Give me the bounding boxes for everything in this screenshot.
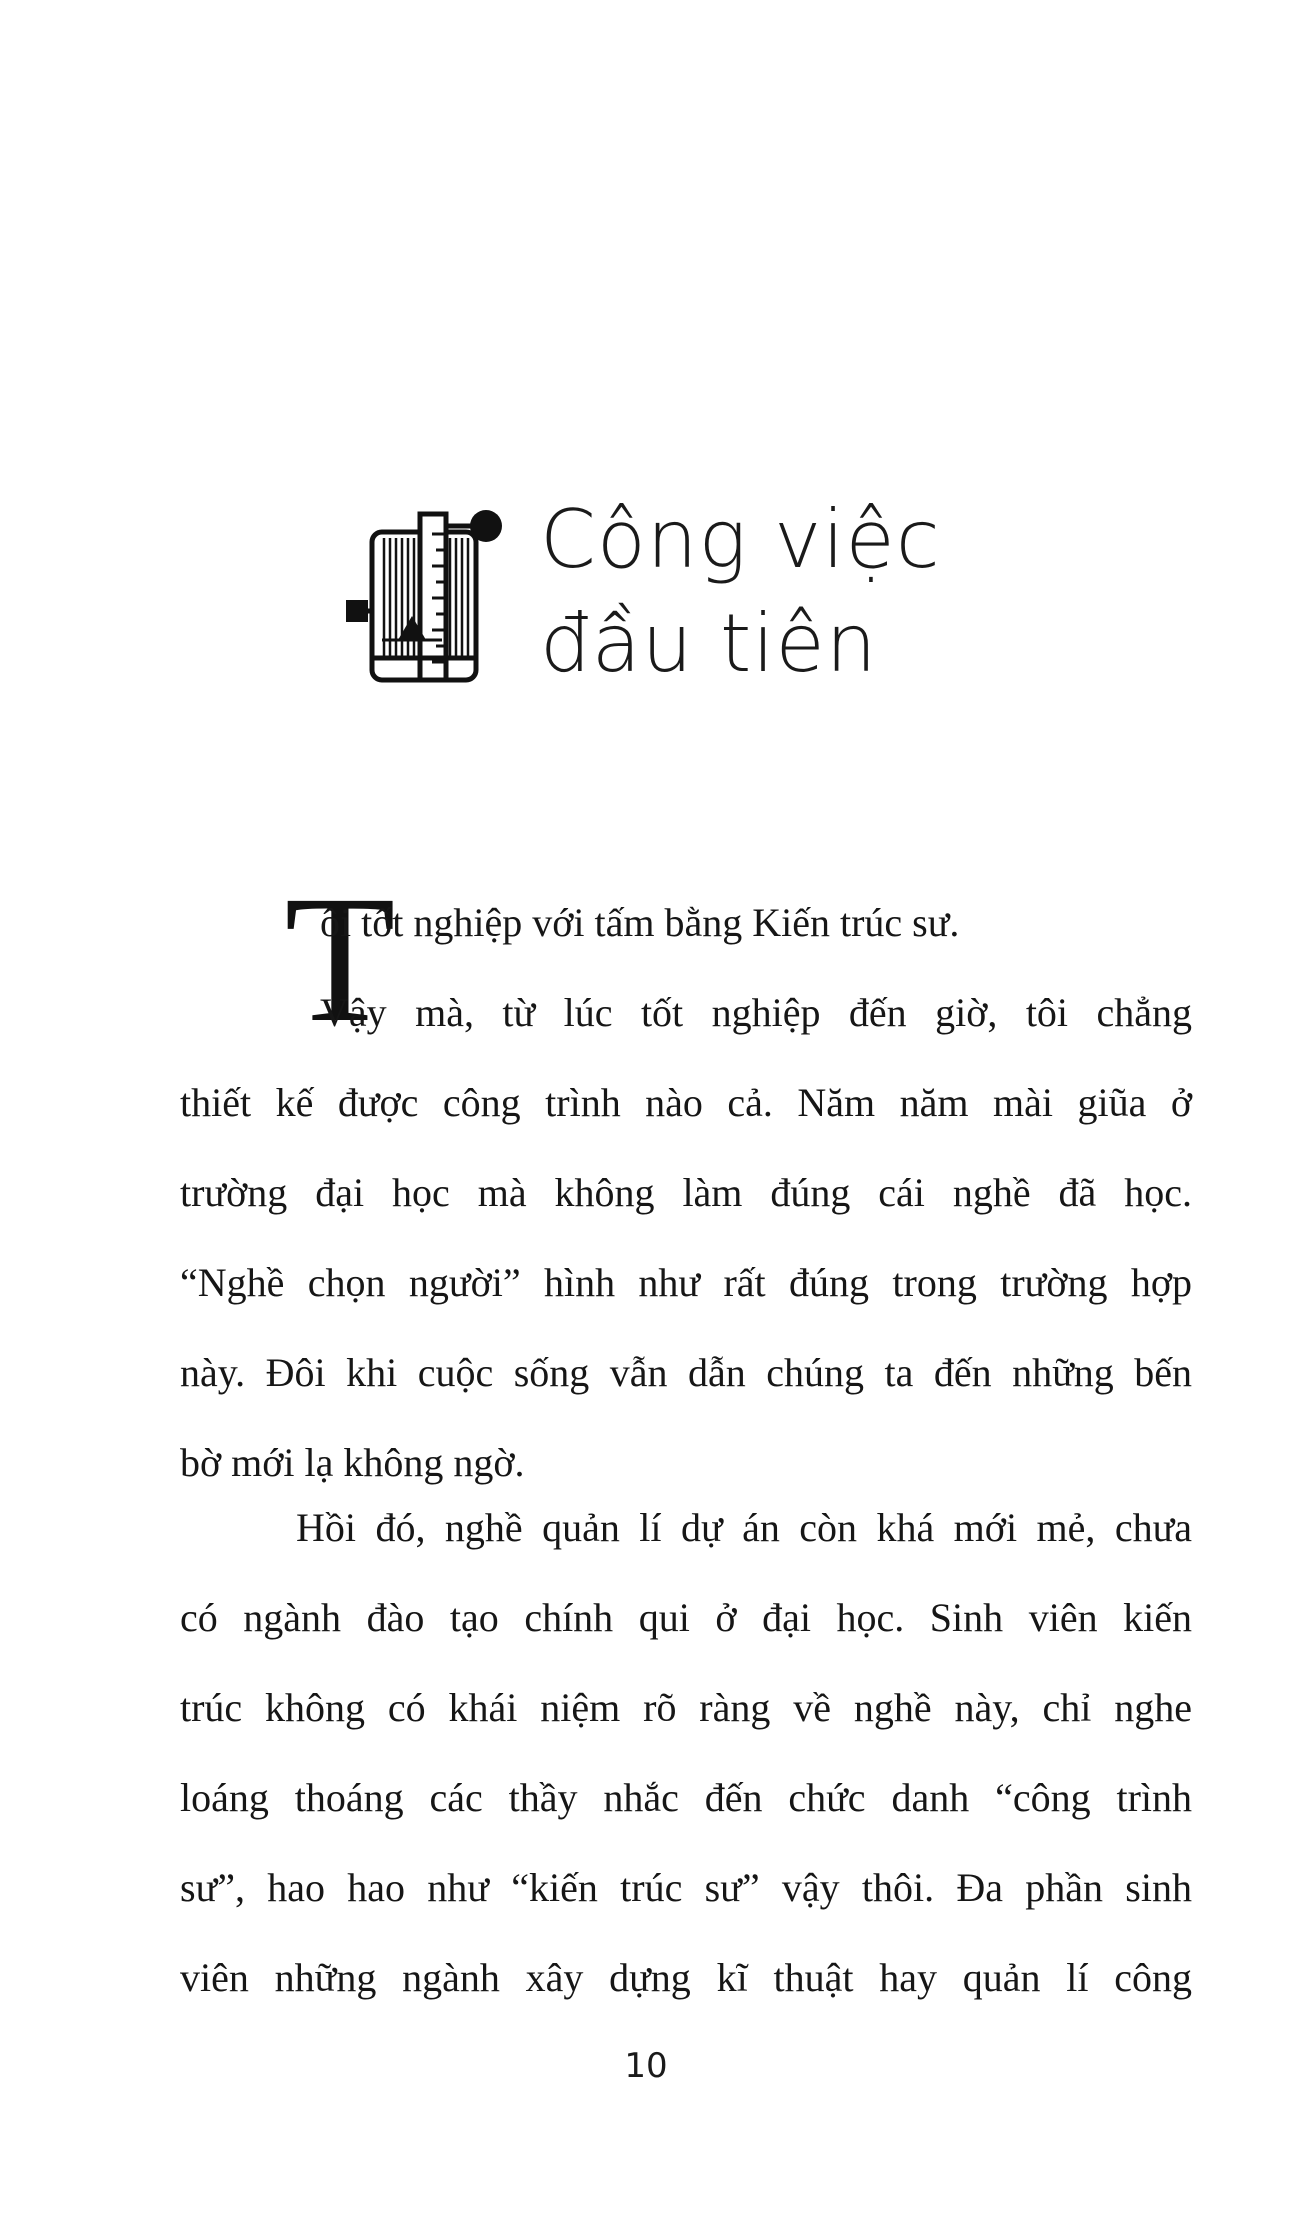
text-line: thiết kế được công trình nào cả. Năm năm mài giũa ở bbox=[180, 1080, 1192, 1125]
text-line: có ngành đào tạo chính qui ở đại học. Sinh viên kiến bbox=[180, 1595, 1192, 1640]
drop-cap-letter: T bbox=[284, 859, 396, 1060]
text-line: loáng thoáng các thầy nhắc đến chức danh “công trình bbox=[180, 1775, 1192, 1820]
text-line: Hồi đó, nghề quản lí dự án còn khá mới mẻ, chưa bbox=[296, 1505, 1192, 1550]
text-line: sư”, hao hao như “kiến trúc sư” vậy thôi. Đa phần sinh bbox=[180, 1865, 1192, 1910]
chapter-title-line-1: Công việc bbox=[540, 493, 941, 586]
text-line: ôi tốt nghiệp với tấm bằng Kiến trúc sư. bbox=[320, 900, 960, 945]
paragraph-1 bbox=[180, 878, 1192, 1508]
text-line: trường đại học mà không làm đúng cái nghề đã học. bbox=[180, 1170, 1192, 1215]
text-line: trúc không có khái niệm rõ ràng về nghề này, chỉ nghe bbox=[180, 1685, 1192, 1730]
text-line: viên những ngành xây dựng kĩ thuật hay quản lí công bbox=[180, 1955, 1192, 2000]
architect-ruler-book-icon bbox=[342, 508, 512, 683]
text-line: “Nghề chọn người” hình như rất đúng trong trường hợp bbox=[180, 1260, 1192, 1305]
chapter-title bbox=[540, 488, 1100, 696]
text-line: này. Đôi khi cuộc sống vẫn dẫn chúng ta đến những bến bbox=[180, 1350, 1192, 1395]
text-line: Vậy mà, từ lúc tốt nghiệp đến giờ, tôi chẳng bbox=[320, 990, 1192, 1035]
page-number: 10 bbox=[624, 2046, 668, 2086]
paragraph-2 bbox=[180, 1483, 1192, 2023]
text-line: bờ mới lạ không ngờ. bbox=[180, 1440, 525, 1485]
chapter-title-line-2: đầu tiên bbox=[540, 597, 878, 690]
